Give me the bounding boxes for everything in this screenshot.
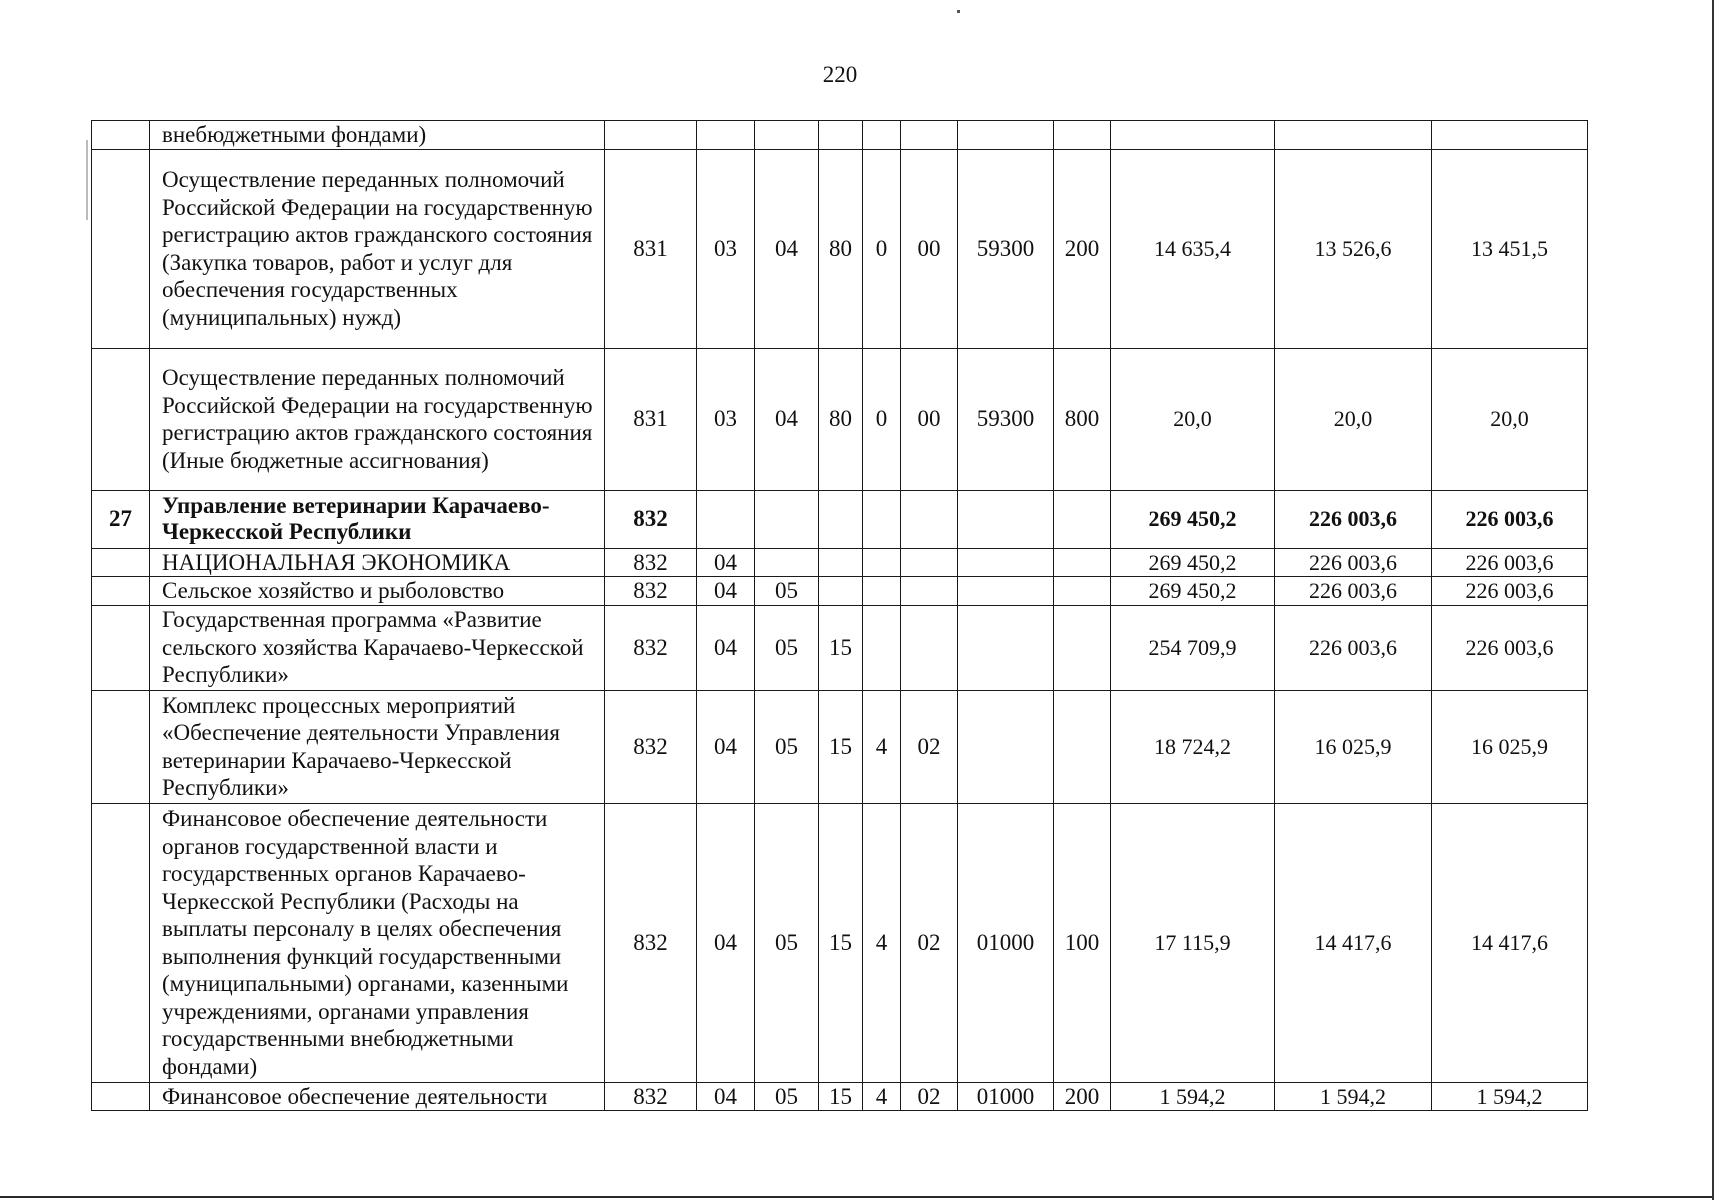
amount-year-2: 226 003,6 bbox=[1275, 490, 1432, 548]
direction-code: 0 bbox=[863, 149, 901, 348]
subsection-code: 05 bbox=[755, 1082, 819, 1111]
structure-code: 00 bbox=[901, 348, 958, 490]
subsection-code: 04 bbox=[755, 149, 819, 348]
expense-name: Государственная программа «Развитие сельского хозяйства Карачаево-Черкесской Республики» bbox=[150, 605, 605, 690]
ministry-code: 832 bbox=[605, 1082, 697, 1111]
expense-name: Комплекс процессных мероприятий «Обеспечение деятельности Управления ветеринарии Карачаево-Черкесской Республики» bbox=[150, 690, 605, 803]
amount-year-2: 16 025,9 bbox=[1275, 690, 1432, 803]
ministry-code: 832 bbox=[605, 548, 697, 577]
amount-year-3: 1 594,2 bbox=[1432, 1082, 1588, 1111]
amount-year-3: 16 025,9 bbox=[1432, 690, 1588, 803]
ministry-code: 832 bbox=[605, 690, 697, 803]
amount-year-1 bbox=[1111, 121, 1275, 150]
program-code: 15 bbox=[819, 690, 863, 803]
row-number bbox=[92, 548, 150, 577]
amount-year-1: 1 594,2 bbox=[1111, 1082, 1275, 1111]
program-code bbox=[819, 548, 863, 577]
amount-year-3: 13 451,5 bbox=[1432, 149, 1588, 348]
subsection-code: 04 bbox=[755, 348, 819, 490]
structure-code bbox=[901, 490, 958, 548]
amount-year-1: 17 115,9 bbox=[1111, 803, 1275, 1082]
direction-code: 4 bbox=[863, 803, 901, 1082]
expense-type-code bbox=[1054, 548, 1111, 577]
amount-year-1: 14 635,4 bbox=[1111, 149, 1275, 348]
section-code bbox=[697, 121, 755, 150]
amount-year-2: 226 003,6 bbox=[1275, 577, 1432, 606]
ministry-code: 832 bbox=[605, 803, 697, 1082]
expense-name: внебюджетными фондами) bbox=[150, 121, 605, 150]
expense-name: Осуществление переданных полномочий Российской Федерации на государственную регистрацию актов гражданского состояния (Закупка товаров, работ и услуг для обеспечения государственных (муниципальных) нужд) bbox=[150, 149, 605, 348]
expense-type-code: 800 bbox=[1054, 348, 1111, 490]
section-code: 03 bbox=[697, 348, 755, 490]
expense-name: Финансовое обеспечение деятельности bbox=[150, 1082, 605, 1111]
article-code bbox=[958, 548, 1054, 577]
subsection-code: 05 bbox=[755, 803, 819, 1082]
amount-year-2: 13 526,6 bbox=[1275, 149, 1432, 348]
table-row bbox=[92, 690, 1588, 803]
expense-type-code bbox=[1054, 121, 1111, 150]
section-code: 04 bbox=[697, 690, 755, 803]
amount-year-3 bbox=[1432, 121, 1588, 150]
amount-year-3: 20,0 bbox=[1432, 348, 1588, 490]
structure-code: 02 bbox=[901, 803, 958, 1082]
expense-type-code: 200 bbox=[1054, 1082, 1111, 1111]
section-code: 04 bbox=[697, 1082, 755, 1111]
row-number bbox=[92, 803, 150, 1082]
direction-code: 4 bbox=[863, 690, 901, 803]
amount-year-2: 20,0 bbox=[1275, 348, 1432, 490]
expense-name: Сельское хозяйство и рыболовство bbox=[150, 577, 605, 606]
direction-code: 4 bbox=[863, 1082, 901, 1111]
section-code: 03 bbox=[697, 149, 755, 348]
table-row bbox=[92, 605, 1588, 690]
amount-year-3: 226 003,6 bbox=[1432, 577, 1588, 606]
amount-year-2: 14 417,6 bbox=[1275, 803, 1432, 1082]
direction-code bbox=[863, 121, 901, 150]
page-number: 220 bbox=[822, 62, 858, 87]
structure-code: 00 bbox=[901, 149, 958, 348]
table-row bbox=[92, 149, 1588, 348]
row-number bbox=[92, 149, 150, 348]
program-code bbox=[819, 121, 863, 150]
ministry-code: 831 bbox=[605, 348, 697, 490]
amount-year-1: 18 724,2 bbox=[1111, 690, 1275, 803]
scan-speck bbox=[86, 140, 88, 220]
amount-year-3: 14 417,6 bbox=[1432, 803, 1588, 1082]
structure-code bbox=[901, 577, 958, 606]
scan-speck bbox=[957, 10, 960, 13]
subsection-code: 05 bbox=[755, 690, 819, 803]
amount-year-2 bbox=[1275, 121, 1432, 150]
direction-code bbox=[863, 577, 901, 606]
table-row bbox=[92, 548, 1588, 577]
article-code: 01000 bbox=[958, 1082, 1054, 1111]
expense-type-code: 200 bbox=[1054, 149, 1111, 348]
direction-code: 0 bbox=[863, 348, 901, 490]
row-number: 27 bbox=[92, 490, 150, 548]
section-code bbox=[697, 490, 755, 548]
expense-name: Финансовое обеспечение деятельности органов государственной власти и государственных органов Карачаево-Черкесской Республики (Расходы на выплаты персоналу в целях обеспечения выполнения функций государственными (муниципальными) органами, казенными учреждениями, органами управления государственными внебюджетными фондами) bbox=[150, 803, 605, 1082]
program-code: 15 bbox=[819, 1082, 863, 1111]
article-code: 01000 bbox=[958, 803, 1054, 1082]
table-row bbox=[92, 803, 1588, 1082]
scan-edge-bottom bbox=[0, 1196, 1714, 1198]
table-row bbox=[92, 577, 1588, 606]
amount-year-2: 226 003,6 bbox=[1275, 548, 1432, 577]
article-code: 59300 bbox=[958, 348, 1054, 490]
expense-type-code: 100 bbox=[1054, 803, 1111, 1082]
subsection-code bbox=[755, 490, 819, 548]
row-number bbox=[92, 348, 150, 490]
expense-name: Управление ветеринарии Карачаево-Черкесской Республики bbox=[150, 490, 605, 548]
direction-code bbox=[863, 605, 901, 690]
article-code: 59300 bbox=[958, 149, 1054, 348]
table-row bbox=[92, 348, 1588, 490]
amount-year-1: 269 450,2 bbox=[1111, 548, 1275, 577]
amount-year-1: 269 450,2 bbox=[1111, 490, 1275, 548]
row-number bbox=[92, 1082, 150, 1111]
expense-type-code bbox=[1054, 605, 1111, 690]
structure-code bbox=[901, 548, 958, 577]
table-row bbox=[92, 1082, 1588, 1111]
ministry-code: 832 bbox=[605, 605, 697, 690]
budget-table bbox=[91, 120, 1588, 1111]
amount-year-2: 1 594,2 bbox=[1275, 1082, 1432, 1111]
amount-year-3: 226 003,6 bbox=[1432, 548, 1588, 577]
program-code bbox=[819, 577, 863, 606]
ministry-code: 832 bbox=[605, 490, 697, 548]
section-code: 04 bbox=[697, 605, 755, 690]
row-number bbox=[92, 690, 150, 803]
section-code: 04 bbox=[697, 548, 755, 577]
article-code bbox=[958, 490, 1054, 548]
structure-code: 02 bbox=[901, 1082, 958, 1111]
amount-year-1: 254 709,9 bbox=[1111, 605, 1275, 690]
table-row bbox=[92, 121, 1588, 150]
row-number bbox=[92, 121, 150, 150]
expense-type-code bbox=[1054, 690, 1111, 803]
ministry-code: 832 bbox=[605, 577, 697, 606]
expense-type-code bbox=[1054, 577, 1111, 606]
article-code bbox=[958, 577, 1054, 606]
program-code: 15 bbox=[819, 803, 863, 1082]
direction-code bbox=[863, 490, 901, 548]
subsection-code: 05 bbox=[755, 605, 819, 690]
subsection-code bbox=[755, 548, 819, 577]
program-code bbox=[819, 490, 863, 548]
section-code: 04 bbox=[697, 577, 755, 606]
article-code bbox=[958, 690, 1054, 803]
section-code: 04 bbox=[697, 803, 755, 1082]
expense-name: НАЦИОНАЛЬНАЯ ЭКОНОМИКА bbox=[150, 548, 605, 577]
direction-code bbox=[863, 548, 901, 577]
amount-year-3: 226 003,6 bbox=[1432, 490, 1588, 548]
row-number bbox=[92, 605, 150, 690]
expense-name: Осуществление переданных полномочий Российской Федерации на государственную регистрацию актов гражданского состояния (Иные бюджетные ассигнования) bbox=[150, 348, 605, 490]
ministry-code: 831 bbox=[605, 149, 697, 348]
subsection-code bbox=[755, 121, 819, 150]
row-number bbox=[92, 577, 150, 606]
subsection-code: 05 bbox=[755, 577, 819, 606]
program-code: 15 bbox=[819, 605, 863, 690]
amount-year-1: 269 450,2 bbox=[1111, 577, 1275, 606]
program-code: 80 bbox=[819, 149, 863, 348]
program-code: 80 bbox=[819, 348, 863, 490]
amount-year-2: 226 003,6 bbox=[1275, 605, 1432, 690]
article-code bbox=[958, 605, 1054, 690]
structure-code bbox=[901, 121, 958, 150]
expense-type-code bbox=[1054, 490, 1111, 548]
structure-code bbox=[901, 605, 958, 690]
amount-year-1: 20,0 bbox=[1111, 348, 1275, 490]
table-row bbox=[92, 490, 1588, 548]
structure-code: 02 bbox=[901, 690, 958, 803]
article-code bbox=[958, 121, 1054, 150]
ministry-code bbox=[605, 121, 697, 150]
amount-year-3: 226 003,6 bbox=[1432, 605, 1588, 690]
